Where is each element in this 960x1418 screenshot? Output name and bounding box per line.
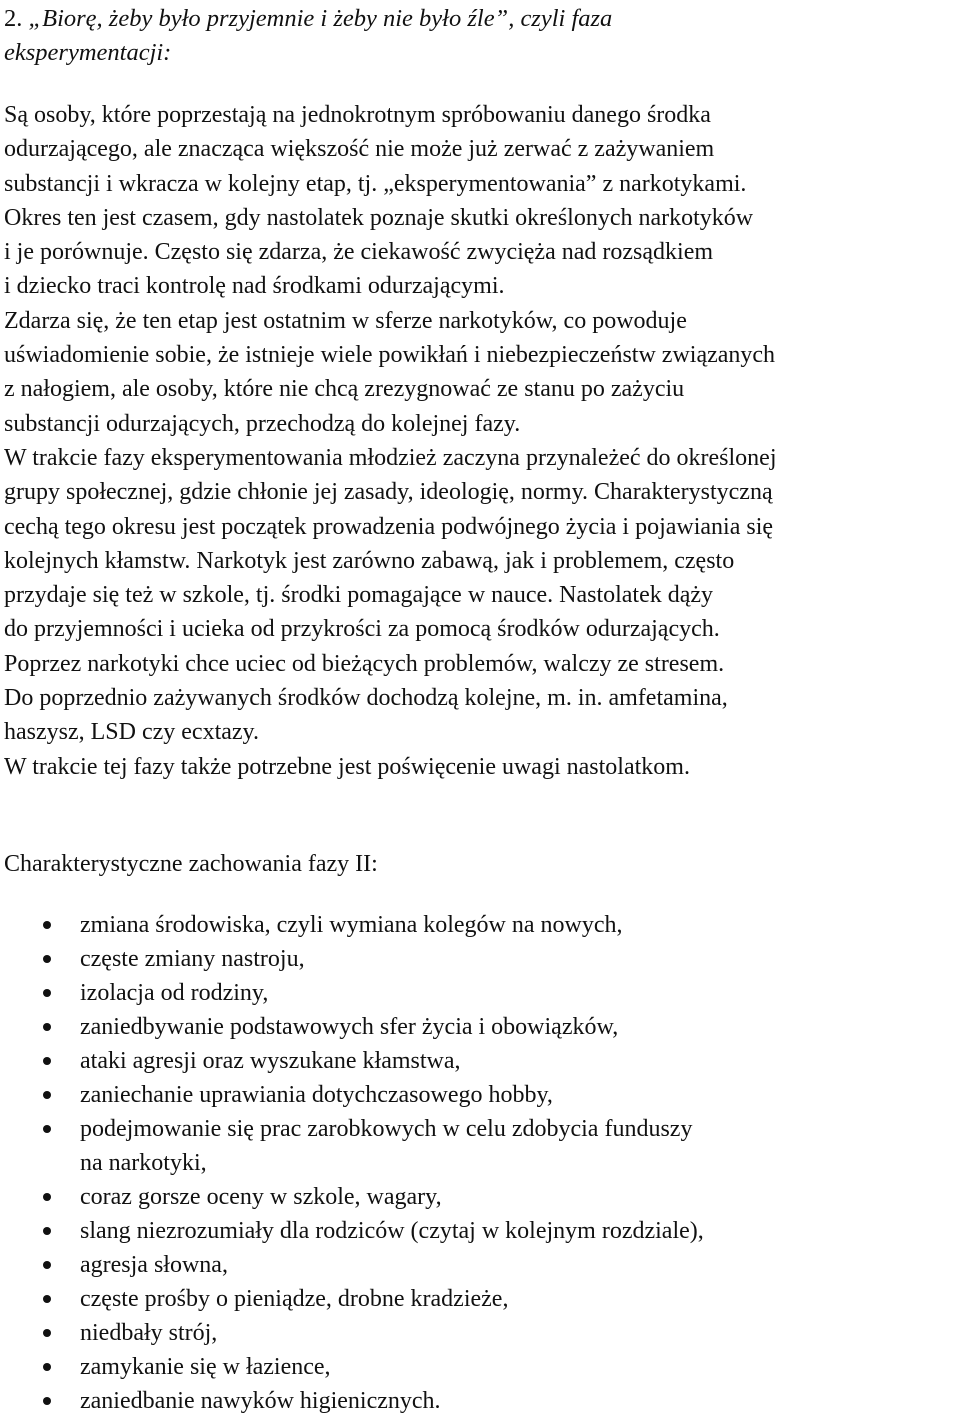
- list-item: [0, 1112, 960, 1180]
- bullet-dot-icon: [43, 1329, 51, 1337]
- list-item: [0, 1248, 960, 1282]
- list-item: [0, 942, 960, 976]
- heading-line-2: eksperymentacji:: [4, 39, 172, 66]
- list-item-text: ataki agresji oraz wyszukane kłamstwa,: [80, 1048, 461, 1074]
- body-paragraph: [4, 98, 960, 784]
- bullet-dot-icon: [43, 1295, 51, 1303]
- bullet-dot-icon: [43, 1227, 51, 1235]
- bullet-dot-icon: [43, 1193, 51, 1201]
- paragraph-line: Są osoby, które poprzestają na jednokrotnym spróbowaniu danego środka: [4, 102, 711, 128]
- paragraph-line: Zdarza się, że ten etap jest ostatnim w sferze narkotyków, co powoduje: [4, 307, 687, 334]
- list-item-text: częste prośby o pieniądze, drobne kradzieże,: [80, 1286, 509, 1312]
- paragraph-line: W trakcie tej fazy także potrzebne jest poświęcenie uwagi nastolatkom.: [4, 753, 690, 780]
- list-item: [0, 976, 960, 1010]
- paragraph-line: z nałogiem, ale osoby, które nie chcą zrezygnować ze stanu po zażyciu: [4, 376, 685, 403]
- list-item: [0, 1384, 960, 1418]
- paragraph-line: W trakcie fazy eksperymentowania młodzież zaczyna przynależeć do określonej: [4, 444, 777, 471]
- bullet-dot-icon: [43, 1023, 51, 1031]
- paragraph-line: uświadomienie sobie, że istnieje wiele powikłań i niebezpieczeństw związanych: [4, 342, 776, 369]
- list-item: [0, 1214, 960, 1248]
- list-item-continuation: na narkotyki,: [80, 1150, 207, 1176]
- list-item-text: zaniedbywanie podstawowych sfer życia i obowiązków,: [80, 1014, 619, 1040]
- heading-text: „Biorę, żeby było przyjemnie i żeby nie było źle”, czyli faza: [28, 5, 613, 32]
- paragraph-line: Do poprzednio zażywanych środków dochodzą kolejne, m. in. amfetamina,: [4, 685, 728, 712]
- paragraph-line: haszysz, LSD czy ecxtazy.: [4, 719, 259, 746]
- paragraph-line: do przyjemności i ucieka od przykrości za pomocą środków odurzających.: [4, 616, 720, 643]
- paragraph-line: grupy społecznej, gdzie chłonie jej zasady, ideologię, normy. Charakterystyczną: [4, 479, 773, 506]
- bullet-dot-icon: [43, 921, 51, 929]
- list-item-text: zaniechanie uprawiania dotychczasowego hobby,: [80, 1082, 553, 1108]
- list-item-text: zamykanie się w łazience,: [80, 1354, 331, 1380]
- list-item-text: zaniedbanie nawyków higienicznych.: [80, 1388, 441, 1414]
- paragraph-line: odurzającego, ale znacząca większość nie może już zerwać z zażywaniem: [4, 136, 715, 163]
- list-item: [0, 1316, 960, 1350]
- bullet-dot-icon: [43, 1091, 51, 1099]
- paragraph-line: substancji i wkracza w kolejny etap, tj. „eksperymentowania” z narkotykami.: [4, 170, 747, 197]
- list-item: [0, 908, 960, 942]
- list-item-text: agresja słowna,: [80, 1252, 228, 1278]
- list-item: [0, 1044, 960, 1078]
- paragraph-line: Okres ten jest czasem, gdy nastolatek poznaje skutki określonych narkotyków: [4, 204, 754, 231]
- paragraph-line: substancji odurzających, przechodzą do kolejnej fazy.: [4, 410, 521, 437]
- behaviors-list: [0, 908, 960, 1418]
- section-number: 2.: [4, 5, 23, 32]
- section-heading: [4, 2, 612, 70]
- paragraph-line: cechą tego okresu jest początek prowadzenia podwójnego życia i pojawiania się: [4, 513, 774, 540]
- bullet-dot-icon: [43, 1261, 51, 1269]
- paragraph-line: przydaje się też w szkole, tj. środki pomagające w nauce. Nastolatek dąży: [4, 582, 714, 609]
- list-item-text: częste zmiany nastroju,: [80, 946, 305, 972]
- bullet-dot-icon: [43, 989, 51, 997]
- paragraph-line: Poprzez narkotyki chce uciec od bieżących problemów, walczy ze stresem.: [4, 650, 725, 677]
- list-item-text: podejmowanie się prac zarobkowych w celu zdobycia funduszy: [80, 1116, 693, 1142]
- bullet-dot-icon: [43, 1397, 51, 1405]
- list-item: [0, 1078, 960, 1112]
- list-item-text: coraz gorsze oceny w szkole, wagary,: [80, 1184, 442, 1210]
- list-item: [0, 1010, 960, 1044]
- paragraph-line: i je porównuje. Często się zdarza, że ciekawość zwycięża nad rozsądkiem: [4, 239, 714, 266]
- list-item-text: slang niezrozumiały dla rodziców (czytaj w kolejnym rozdziale),: [80, 1218, 704, 1244]
- list-item-text: izolacja od rodziny,: [80, 980, 269, 1006]
- heading-line-1: [4, 2, 612, 36]
- list-item: [0, 1180, 960, 1214]
- list-item-text: niedbały strój,: [80, 1320, 218, 1346]
- bullet-dot-icon: [43, 1057, 51, 1065]
- list-item-text: zmiana środowiska, czyli wymiana kolegów na nowych,: [80, 912, 623, 938]
- behaviors-title: Charakterystyczne zachowania fazy II:: [4, 851, 378, 877]
- paragraph-line: kolejnych kłamstw. Narkotyk jest zarówno zabawą, jak i problemem, często: [4, 547, 735, 574]
- list-item: [0, 1282, 960, 1316]
- bullet-dot-icon: [43, 1125, 51, 1133]
- paragraph-line: i dziecko traci kontrolę nad środkami odurzającymi.: [4, 273, 505, 300]
- bullet-dot-icon: [43, 1363, 51, 1371]
- bullet-dot-icon: [43, 955, 51, 963]
- list-item: [0, 1350, 960, 1384]
